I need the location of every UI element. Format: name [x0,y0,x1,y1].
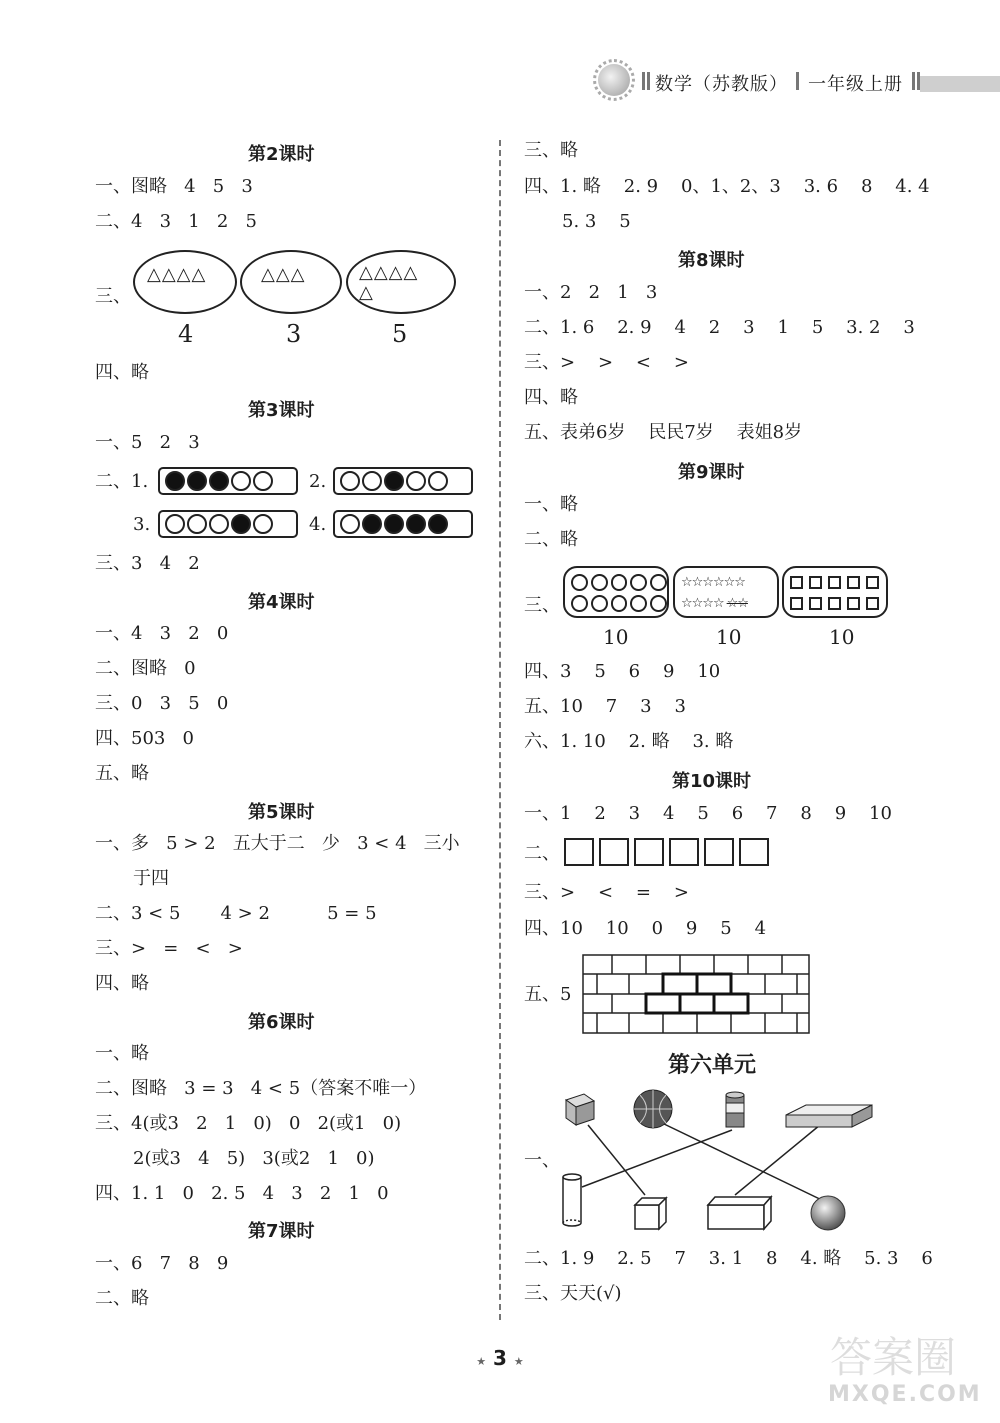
header-bar [647,72,650,90]
page-header [590,62,1000,102]
header-bar [796,72,799,90]
answer-line: 四、略 [95,362,149,383]
answer-line: 一、 [524,1150,560,1171]
answer-line: 三、 [95,286,131,307]
empty-box [669,838,699,866]
lesson-6-title: 第6课时 [248,1012,315,1033]
bead-row [333,510,473,538]
answer-line: 五、10 7 3 3 [524,696,686,717]
answer-line: 二、4 3 1 2 5 [95,211,257,232]
can-icon [726,1092,744,1127]
lesson-3-title: 第3课时 [248,400,315,421]
answer-line: 六、1. 10 2. 略 3. 略 [524,731,734,752]
empty-box [599,838,629,866]
cube-icon [635,1198,666,1229]
star-icon: ★ [476,1355,487,1368]
count-number: 5 [392,320,408,348]
bead-row [158,467,298,495]
count-number: 10 [829,625,855,649]
square-group [782,566,888,618]
answer-line: 四、略 [95,973,149,994]
answer-line: 三、略 [524,140,578,161]
triangle-group: △△△△ [359,262,419,283]
lesson-4-title: 第4课时 [248,592,315,613]
lesson-8-title: 第8课时 [678,250,745,271]
answer-line: 一、略 [95,1043,149,1064]
answer-line: 2(或3 4 5) 3(或2 1 0) [133,1148,375,1169]
answer-line: 二、略 [95,1288,149,1309]
lesson-5-title: 第5课时 [248,802,315,823]
answer-line: 三、天天(√) [524,1283,622,1304]
answer-line: 二、1. 6 2. 9 4 2 3 1 5 3. 2 3 [524,317,915,338]
book-grade: 一年级上册 [808,74,903,95]
header-bar [912,72,915,90]
count-number: 3 [286,320,302,348]
count-number: 10 [716,625,742,649]
rubiks-cube-icon [566,1094,594,1125]
circle-group [563,566,669,618]
sun-logo-icon [598,64,630,96]
empty-box [739,838,769,866]
unit-6-title: 第六单元 [668,1052,757,1078]
stars-row: ☆☆☆☆☆☆ [681,575,745,590]
answer-line: 四、1. 1 0 2. 5 4 3 2 1 0 [95,1183,389,1204]
answer-line: 一、1 2 3 4 5 6 7 8 9 10 [524,803,892,824]
shape-matching-figure [550,1085,890,1235]
answer-line: 四、503 0 [95,728,194,749]
basketball-icon [634,1090,672,1128]
lesson-9-title: 第9课时 [678,462,745,483]
item-number: 4. [309,514,327,535]
header-bar [642,72,645,90]
answer-line: 五、略 [95,763,149,784]
answer-line: 于四 [133,868,169,889]
triangle-group: △△△△ [147,264,207,285]
header-stripe [920,76,1000,92]
sphere-icon [811,1196,845,1230]
answer-line: 一、多 5 > 2 五大于二 少 3 < 4 三小 [95,833,460,854]
answer-line: 三、> < = > [524,882,689,903]
answer-line: 三、4(或3 2 1 0) 0 2(或1 0) [95,1113,402,1134]
answer-line: 三、0 3 5 0 [95,693,229,714]
count-number: 4 [178,320,194,348]
answer-line: 一、4 3 2 0 [95,623,229,644]
answer-line: 二、1. [95,471,149,492]
answer-line: 四、略 [524,387,578,408]
answer-line: 一、略 [524,494,578,515]
box-prism-icon [786,1105,872,1127]
item-number: 2. [309,471,327,492]
answer-line: 四、3 5 6 9 10 [524,661,721,682]
star-icon: ★ [513,1355,524,1368]
answer-line: 五、表弟6岁 民民7岁 表姐8岁 [524,422,803,443]
bead-row [333,467,473,495]
watermark-logo: 答案圈 [830,1333,957,1382]
answer-line: 二、1. 9 2. 5 7 3. 1 8 4. 略 5. 3 6 [524,1248,933,1269]
column-divider [499,140,501,1320]
lesson-7-title: 第7课时 [248,1221,315,1242]
answer-line: 五、5 [524,984,572,1005]
answer-line: 二、图略 3 = 3 4 < 5（答案不唯一） [95,1078,427,1099]
brick-wall [582,954,812,1034]
answer-line: 四、10 10 0 9 5 4 [524,918,767,939]
cylinder-icon [563,1174,581,1226]
book-subject: 数学（苏教版） [655,74,788,95]
triangle-group: △△△ [261,264,306,285]
empty-box [704,838,734,866]
watermark-url: MXQE.COM [828,1382,982,1407]
count-number: 10 [603,625,629,649]
triangle-group: △ [359,282,374,303]
answer-line: 四、1. 略 2. 9 0、1、2、3 3. 6 8 4. 4 [524,176,930,197]
empty-box [634,838,664,866]
bead-row [158,510,298,538]
page-number [470,1346,530,1370]
answer-line: 三、 [524,595,560,616]
cuboid-icon [708,1197,771,1229]
answer-line: 二、3 < 5 4 > 2 5 = 5 [95,903,377,924]
star-group [673,566,779,618]
answer-line: 一、5 2 3 [95,432,200,453]
item-number: 3. [133,514,151,535]
page-number-value: 3 [493,1346,507,1370]
answer-line: 二、 [524,843,560,864]
crossed-stars: ☆☆ [726,596,748,611]
lesson-2-title: 第2课时 [248,144,315,165]
stars-row: ☆☆☆☆ [681,596,724,611]
answer-line: 三、> = < > [95,938,243,959]
answer-line: 一、图略 4 5 3 [95,176,253,197]
lesson-10-title: 第10课时 [672,771,752,792]
answer-line: 二、略 [524,529,578,550]
answer-line: 一、6 7 8 9 [95,1253,229,1274]
answer-line: 一、2 2 1 3 [524,282,658,303]
empty-box [564,838,594,866]
answer-line: 三、3 4 2 [95,553,200,574]
answer-line: 三、> > < > [524,352,689,373]
answer-line: 5. 3 5 [562,211,631,232]
answer-line: 二、图略 0 [95,658,196,679]
